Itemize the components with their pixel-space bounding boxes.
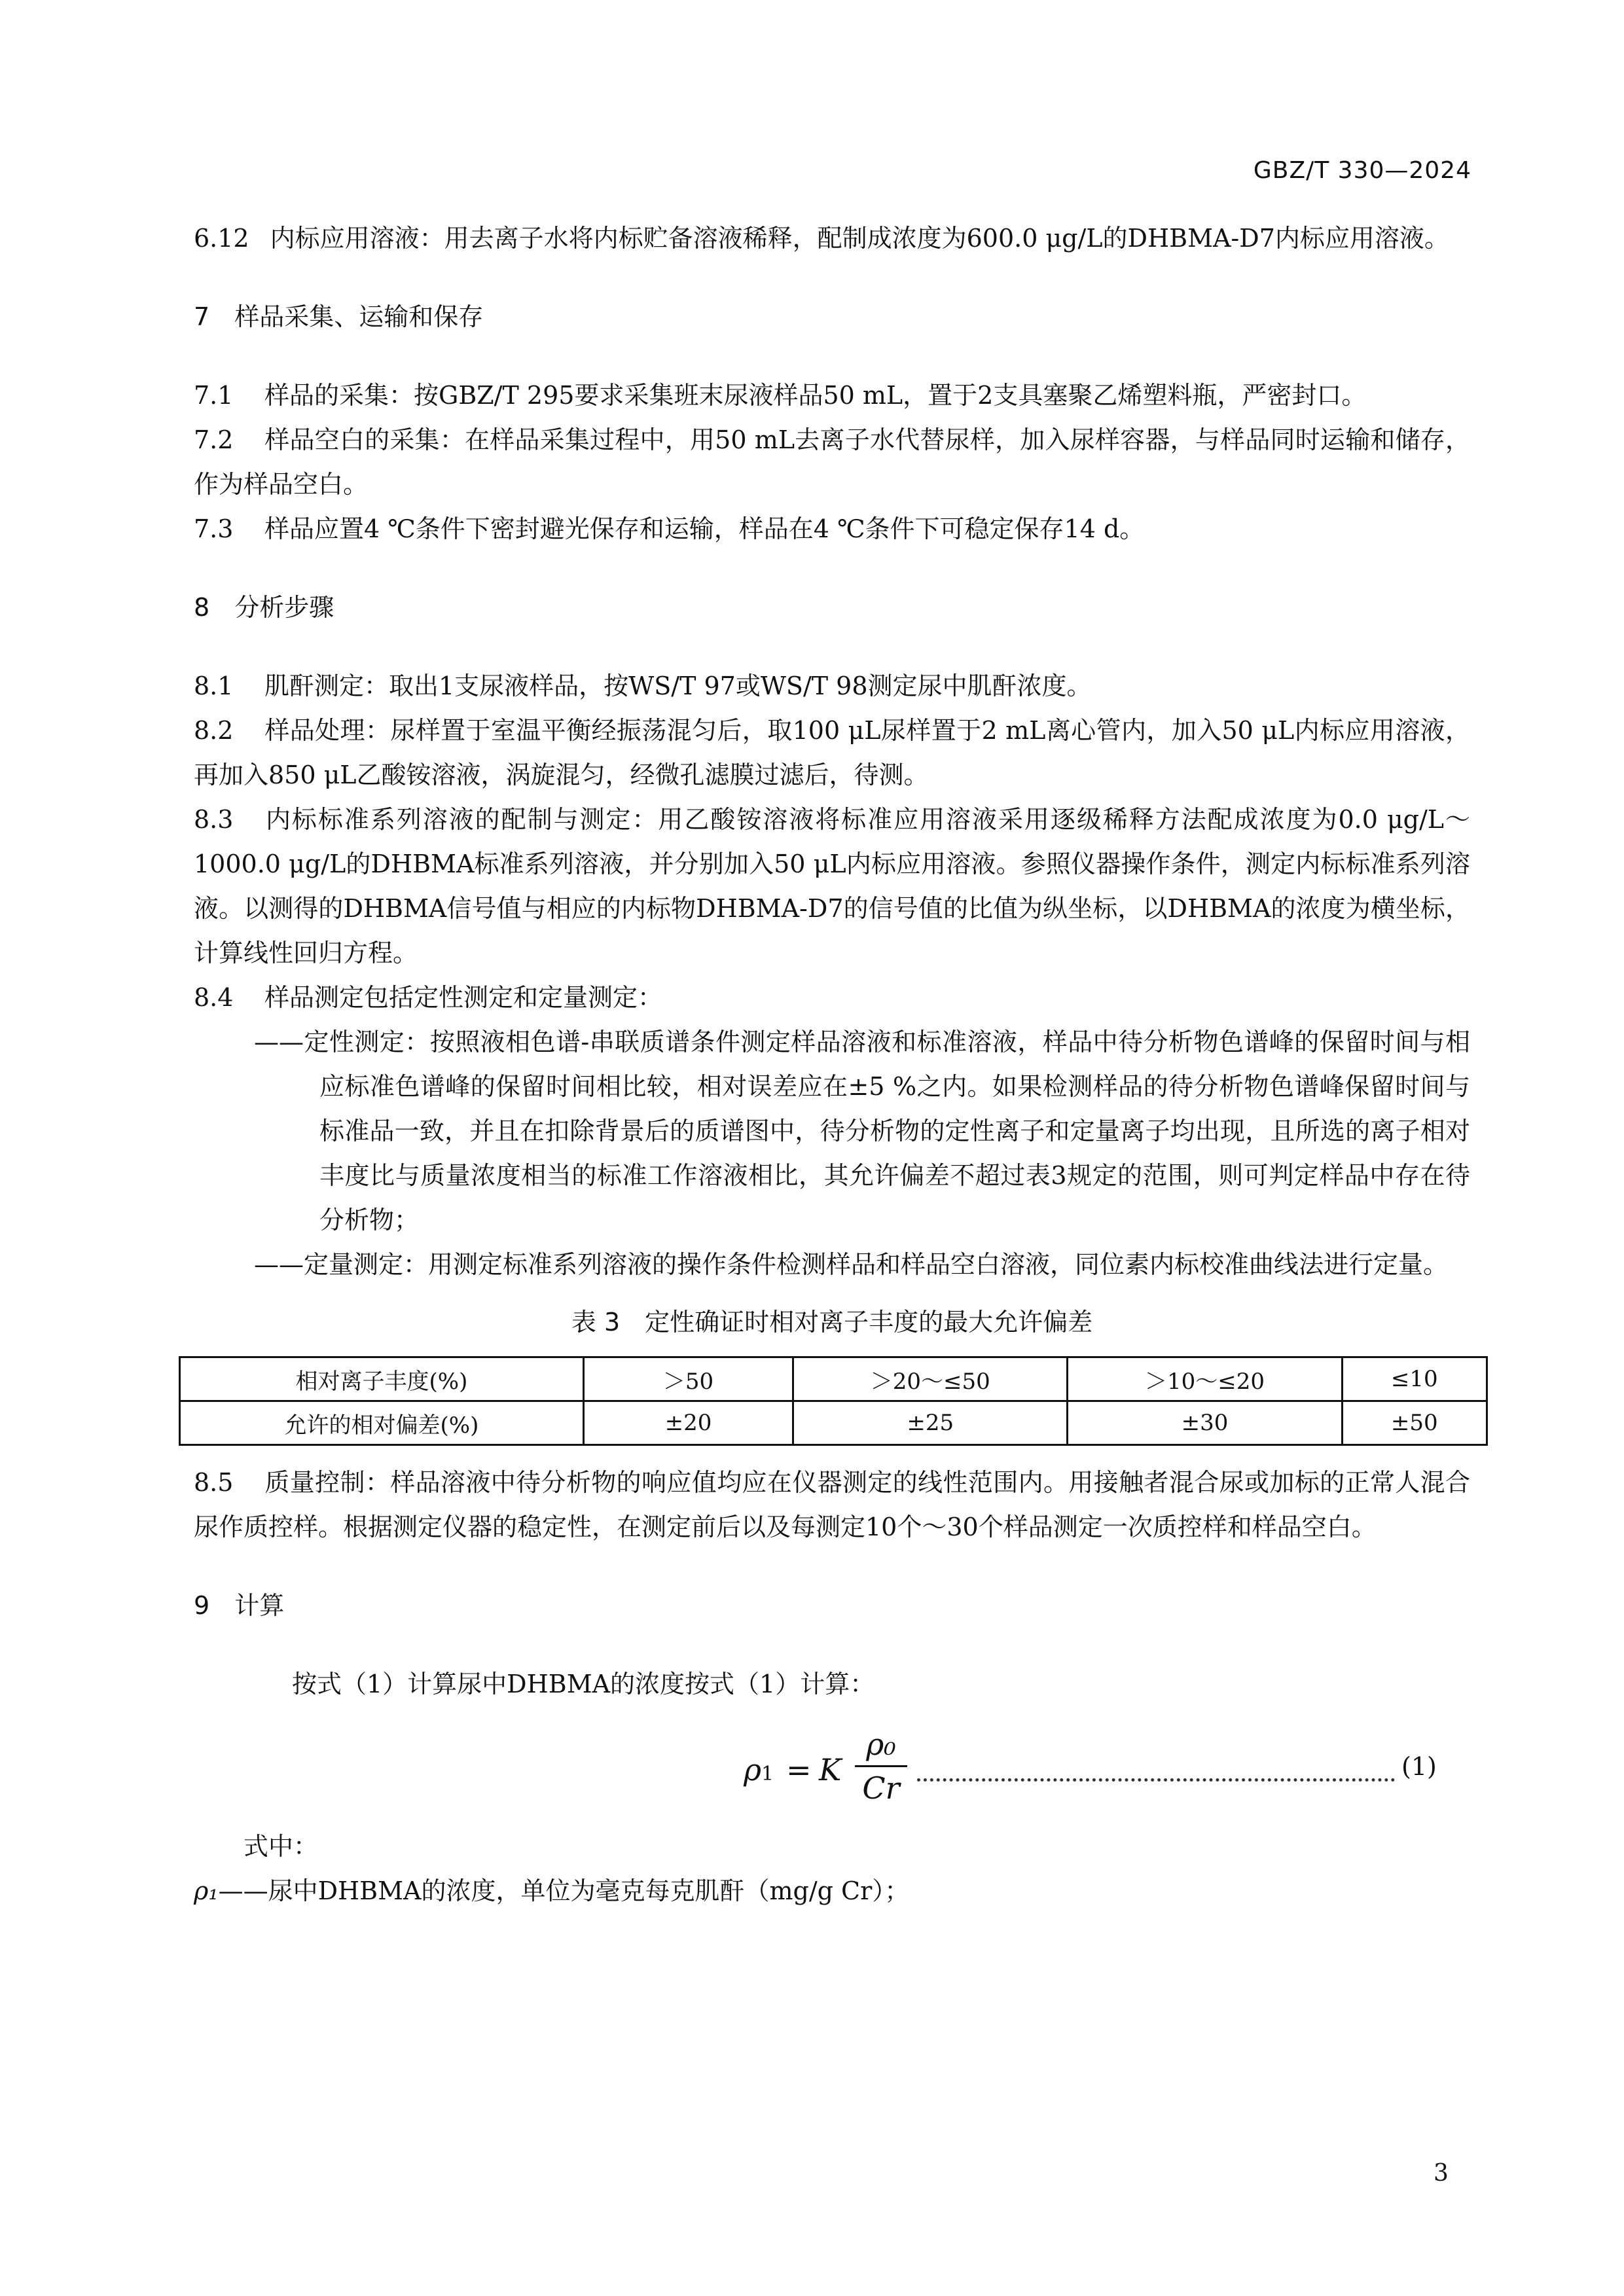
section-title: 计算 bbox=[234, 1591, 285, 1620]
table-cell: ＞10～≤20 bbox=[1068, 1357, 1342, 1401]
section-9-heading bbox=[194, 1583, 1470, 1628]
clause-number: 8.4 bbox=[194, 983, 234, 1012]
clause-number: 6.12 bbox=[194, 224, 249, 253]
where-text: ——尿中DHBMA的浓度，单位为毫克每克肌酐（mg/g Cr）； bbox=[218, 1876, 910, 1905]
section-7-heading bbox=[194, 295, 1470, 339]
clause-6-12 bbox=[194, 216, 1470, 260]
formula-equals: = bbox=[786, 1752, 812, 1787]
clause-7-2 bbox=[194, 418, 1470, 507]
where-item bbox=[194, 1869, 1470, 1913]
clause-text: 肌酐测定：取出1支尿液样品，按WS/T 97或WS/T 98测定尿中肌酐浓度。 bbox=[264, 672, 1092, 700]
table-cell: 相对离子丰度(%) bbox=[180, 1357, 584, 1401]
formula-coefficient: K bbox=[819, 1752, 842, 1787]
table-row bbox=[180, 1401, 1487, 1445]
clause-number: 8.2 bbox=[194, 716, 234, 745]
table-row bbox=[180, 1357, 1487, 1401]
clause-7-3 bbox=[194, 507, 1470, 551]
table-cell: 允许的相对偏差(%) bbox=[180, 1401, 584, 1445]
clause-text: 质量控制：样品溶液中待分析物的响应值均应在仪器测定的线性范围内。用接触者混合尿或加标的正常人混合尿作质控样。根据测定仪器的稳定性，在测定前后以及每测定10个～30个样品测定一次质控样和样品空白。 bbox=[194, 1468, 1470, 1541]
clause-number: 7.1 bbox=[194, 381, 234, 410]
section-title: 样品采集、运输和保存 bbox=[234, 302, 484, 331]
formula-lhs: ρ1 bbox=[744, 1752, 774, 1787]
clause-text: 样品空白的采集：在样品采集过程中，用50 mL去离子水代替尿样，加入尿样容器，与样品同时运输和储存，作为样品空白。 bbox=[194, 425, 1470, 499]
table-cell: ±20 bbox=[583, 1401, 793, 1445]
formula-denominator: Cr bbox=[862, 1770, 900, 1806]
clause-number: 7.2 bbox=[194, 425, 234, 454]
page-content bbox=[194, 216, 1470, 1913]
clause-number: 7.3 bbox=[194, 514, 234, 543]
table-cell: ±25 bbox=[793, 1401, 1068, 1445]
standard-code: GBZ/T 330—2024 bbox=[1253, 157, 1471, 184]
clause-text: 样品的采集：按GBZ/T 295要求采集班末尿液样品50 mL，置于2支具塞聚乙烯塑料瓶，严密封口。 bbox=[264, 381, 1367, 410]
section-8-heading bbox=[194, 585, 1470, 630]
where-symbol: ρ₁ bbox=[194, 1876, 219, 1905]
clause-8-2 bbox=[194, 708, 1470, 797]
formula-number: (1) bbox=[1401, 1752, 1437, 1781]
list-item-quantitative: ——定量测定：用测定标准系列溶液的操作条件检测样品和样品空白溶液，同位素内标校准曲线法进行定量。 bbox=[254, 1250, 1449, 1279]
section-number: 8 bbox=[194, 593, 210, 622]
section-number: 7 bbox=[194, 302, 210, 331]
clause-7-1 bbox=[194, 373, 1470, 418]
formula-fraction bbox=[855, 1726, 907, 1806]
formula-1 bbox=[194, 1726, 1470, 1824]
formula-numerator: ρ₀ bbox=[866, 1727, 896, 1762]
list-item-qualitative: ——定性测定：按照液相色谱-串联质谱条件测定样品溶液和标准溶液，样品中待分析物色谱峰的保留时间与相应标准色谱峰的保留时间相比较，相对误差应在±5 %之内。如果检测样品的待分析物色谱峰保留时间与标准品一致，并且在扣除背景后的质谱图中，待分析物的定性离子和定量离子均出现，且所选的离子相对丰度比与质量浓度相当的标准工作溶液相比，其允许偏差不超过表3规定的范围，则可判定样品中存在待分析物； bbox=[254, 1028, 1470, 1234]
table-3 bbox=[179, 1356, 1488, 1446]
clause-number: 8.3 bbox=[194, 805, 234, 834]
table-cell: ＞50 bbox=[583, 1357, 793, 1401]
table-3-title: 表 3 定性确证时相对离子丰度的最大允许偏差 bbox=[571, 1308, 1093, 1336]
page-number: 3 bbox=[1434, 2160, 1449, 2187]
clause-text: 样品处理：尿样置于室温平衡经振荡混匀后，取100 μL尿样置于2 mL离心管内，加入50 μL内标应用溶液，再加入850 μL乙酸铵溶液，涡旋混匀，经微孔滤膜过滤后，待测。 bbox=[194, 716, 1470, 789]
clause-text: 样品测定包括定性测定和定量测定： bbox=[264, 983, 663, 1012]
table-cell: ≤10 bbox=[1342, 1357, 1487, 1401]
clause-8-3 bbox=[194, 797, 1470, 975]
clause-8-1 bbox=[194, 664, 1470, 708]
table-cell: ±50 bbox=[1342, 1401, 1487, 1445]
section-title: 分析步骤 bbox=[234, 593, 334, 622]
formula-leader-dots bbox=[917, 1755, 1395, 1782]
clause-text: 内标标准系列溶液的配制与测定：用乙酸铵溶液将标准应用溶液采用逐级稀释方法配成浓度为0.0 μg/L～1000.0 μg/L的DHBMA标准系列溶液，并分别加入50 μL内标应用溶液。参照仪器操作条件，测定内标标准系列溶液。以测得的DHBMA信号值与相应的内标物DHBMA-D7的信号值的比值为纵坐标，以DHBMA的浓度为横坐标，计算线性回归方程。 bbox=[194, 805, 1470, 967]
clause-text: 内标应用溶液：用去离子水将内标贮备溶液稀释，配制成浓度为600.0 μg/L的DHBMA-D7内标应用溶液。 bbox=[270, 224, 1449, 253]
table-cell: ±30 bbox=[1068, 1401, 1342, 1445]
where-label: 式中： bbox=[244, 1832, 319, 1861]
clause-text: 样品应置4 ℃条件下密封避光保存和运输，样品在4 ℃条件下可稳定保存14 d。 bbox=[264, 514, 1145, 543]
table-cell: ＞20～≤50 bbox=[793, 1357, 1068, 1401]
clause-8-4 bbox=[194, 975, 1470, 1020]
section-number: 9 bbox=[194, 1591, 210, 1620]
clause-8-5 bbox=[194, 1460, 1470, 1549]
clause-number: 8.1 bbox=[194, 672, 234, 700]
formula-intro: 按式（1）计算尿中DHBMA的浓度按式（1）计算： bbox=[292, 1670, 875, 1698]
clause-number: 8.5 bbox=[194, 1468, 234, 1497]
